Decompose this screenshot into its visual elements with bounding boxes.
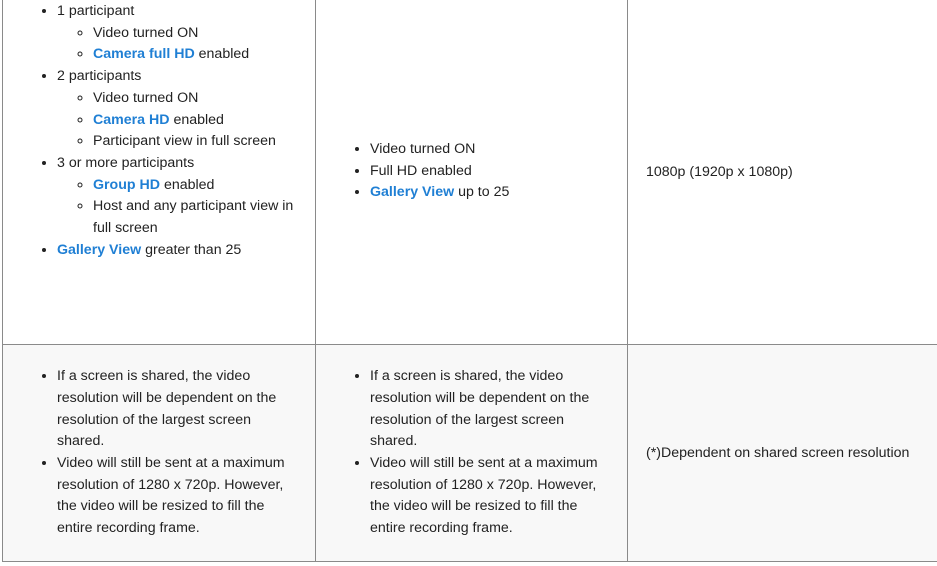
- list-item-text: Video will still be sent at a maximum resolution of 1280 x 720p. However, the video will be resized to fill the entire recording frame.: [370, 455, 598, 537]
- list-item: [57, 240, 315, 262]
- table-cell-resolution: [628, 345, 937, 562]
- list-item-text: greater than 25: [141, 241, 242, 258]
- list-item: [93, 23, 315, 45]
- list-item: [93, 175, 297, 197]
- list-item-text: 1 participant: [57, 3, 135, 19]
- list-item: [93, 131, 315, 153]
- requirements-list: [316, 139, 627, 204]
- list-item-text: Full HD enabled: [370, 162, 472, 179]
- sub-list: [57, 175, 315, 240]
- resolution-text: 1080p (1920p x 1080p): [646, 163, 793, 180]
- list-item-text: Video will still be sent at a maximum resolution of 1280 x 720p. However, the video will be resized to fill the entire recording frame.: [57, 455, 285, 537]
- list-item: [93, 44, 315, 66]
- list-item-text: Host and any participant view in full screen: [93, 198, 294, 237]
- resolution-text: (*)Dependent on shared screen resolution: [646, 445, 910, 461]
- list-item-text: If a screen is shared, the video resolution will be dependent on the resolution of the largest screen shared.: [57, 368, 277, 450]
- list-item-text: 2 participants: [57, 68, 142, 85]
- camera-hd-link[interactable]: Camera HD: [93, 111, 170, 128]
- list-item-text: enabled: [160, 176, 215, 193]
- list-item: [93, 110, 315, 132]
- list-item: [370, 182, 627, 204]
- list-item: [57, 1, 315, 66]
- conditions-list: [3, 1, 315, 261]
- screen-share-list: [3, 366, 315, 540]
- list-item-text: Video turned ON: [93, 24, 199, 41]
- list-item-text: Video turned ON: [93, 89, 199, 106]
- gallery-view-link[interactable]: Gallery View: [370, 184, 455, 201]
- list-item-text: If a screen is shared, the video resolution will be dependent on the resolution of the largest screen shared.: [370, 368, 590, 450]
- table-row: [3, 0, 937, 345]
- list-item: [57, 453, 297, 540]
- camera-full-hd-link[interactable]: Camera full HD: [93, 46, 195, 63]
- list-item: [57, 66, 315, 153]
- group-hd-link[interactable]: Group HD: [93, 176, 160, 193]
- gallery-view-link[interactable]: Gallery View: [57, 241, 142, 258]
- list-item: [57, 366, 297, 453]
- table-cell-conditions: [3, 0, 316, 345]
- resolution-table: [2, 0, 937, 562]
- list-item: [370, 453, 609, 540]
- list-item: [57, 153, 315, 240]
- table-row: [3, 345, 937, 562]
- list-item-text: enabled: [194, 46, 250, 63]
- table-cell-conditions: [3, 345, 316, 562]
- list-item-text: enabled: [169, 111, 224, 128]
- table-cell-resolution: [628, 0, 937, 345]
- list-item-text: Video turned ON: [370, 140, 476, 157]
- list-item-text: Participant view in full screen: [93, 133, 276, 150]
- list-item-text: 3 or more participants: [57, 154, 195, 171]
- sub-list: [57, 88, 315, 153]
- screen-share-list: [316, 366, 627, 540]
- sub-list: [57, 23, 315, 66]
- list-item: [370, 139, 627, 161]
- list-item: [93, 88, 315, 110]
- table-cell-requirements: [316, 345, 628, 562]
- list-item: [93, 196, 297, 239]
- list-item: [370, 366, 609, 453]
- table-cell-requirements: [316, 0, 628, 345]
- list-item-text: up to 25: [454, 184, 510, 201]
- list-item: [370, 161, 627, 183]
